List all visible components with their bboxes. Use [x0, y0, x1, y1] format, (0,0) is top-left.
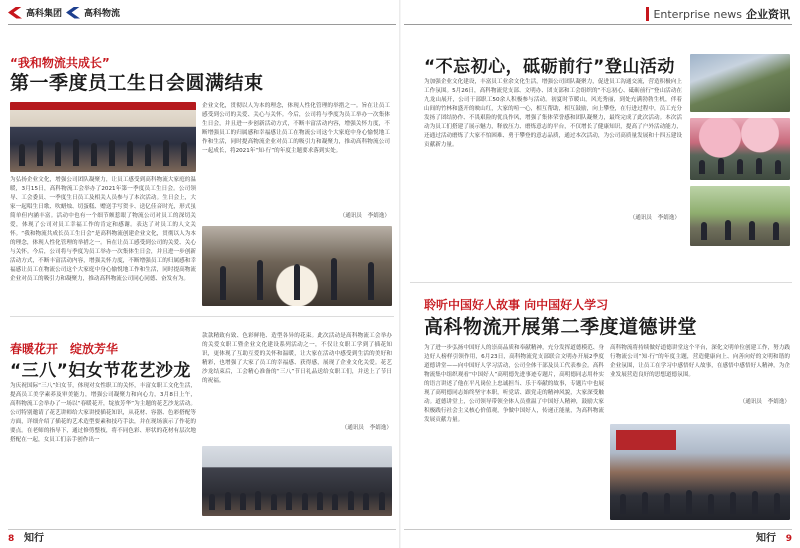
- birthday-group-photo: [10, 102, 196, 172]
- flower-salon-photo: [202, 446, 392, 516]
- logistics-logo-text: 高科物流: [84, 9, 121, 19]
- page-number-right: 9: [785, 534, 792, 544]
- section-title-en: Enterprise news: [653, 7, 742, 21]
- article-divider: [10, 316, 394, 317]
- article1-body-col2: 企业文化，贯彻以人为本的理念，体现人性化管理的举措之一。旨在让员工感受到公司的关爱、关心与关怀。今后，公司将与季度为员工举办一次集体生日会，并且进一步创新活动方式，不断丰富活动内容，增强关怀力度，不断增强员工的归属感和幸福感让员工在物流公司这个大家庭中身心愉悦地工作和生活，同时提高物流企业对员工的吸引力和凝聚力，推动高科物流公司一起成长，将2021年“知·行”的年度主题要求落到实处。: [202, 103, 390, 154]
- header-logos: [8, 6, 120, 19]
- article4-byline: （通讯员 李婧逸）: [739, 399, 790, 405]
- ethics-lecture-photo: [610, 424, 790, 520]
- article4-body-col1: 为了进一步弘扬中国好人的崇高品质和奉献精神，充分发挥道德模范、身边好人榜样引领作用，6月23日，高科物流党支部联合文明办开展2季度道德讲堂——向中国好人学习活动，公司全体干部及员工代表参会。高科物流集中组织观看“中国好人”高明德先进事迹专题片，高明德同志用朴实的语言讲述了他在平凡岗位上忠诚担当、乐于奉献的故事，专题片中也展现了高明德同志始终坚守本职，听党话、跟党走的精神风貌，大家深受触动。道德讲堂上，公司领导带领全体人员重温了中国好人精神，鼓励大家积极践行社会主义核心价值观，争做中国好人，传递正能量，为高科物流发展贡献力量。: [424, 345, 604, 423]
- section-title-cn: 企业资讯: [746, 8, 790, 21]
- hiking-cliff-photo: [690, 54, 790, 112]
- photo-people: [206, 276, 388, 300]
- group-logo-text: 高科集团: [26, 9, 63, 19]
- article2-body-col2: 款款精致有致、色彩鲜艳、造型各异的花束。此次活动是高科物流工会举办的关爱女职工暨企业文化建设系列活动之一，不仅让女职工学到了插花知识，更体现了互助互爱的关怀和温暖，让大家在活动中感受到生活的美好和精彩，也增强了大家了员工的幸福感、获得感，展现了企业文化关爱。花艺沙龙结束后，工会精心准备的“三八”节日礼品送给女职工们，并送上了节日的祝福。: [202, 333, 392, 384]
- section-marker-icon: [646, 7, 649, 21]
- photo-people: [614, 485, 786, 514]
- footer-logo-right: 知行: [756, 533, 776, 544]
- article4-body-col2: 高科物流将持续做好道德讲堂这个平台，深化文明单位创建工作，努力践行物流公司“知·行”的年度主题，营造健康向上、向善向好的文明和谐的企业氛围，让员工在学习中感悟好人故事，在感悟中感悟好人精神，为企业发展营造良好的思想道德氛围。: [610, 345, 790, 378]
- photo-people: [694, 155, 786, 174]
- section-header: [646, 6, 790, 22]
- page-gutter: [399, 0, 401, 548]
- article4-kicker: 聆听中国好人故事 向中国好人学习: [424, 298, 609, 312]
- article2-body-col1: 为庆祝国际“三八”妇女节，体现对女性职工的关怀，丰富女职工文化生活，提高员工美学素养及审美能力，增强公司凝聚力和向心力，3月8日上午，高科物流工会举办了一场以“春暖花开，绽放芳华”为主题的花艺沙龙活动。公司特别邀请了花艺讲师给大家讲授插花知识，从花材、容器、色彩搭配等方面，详细介绍了插花的艺术造型要素和技巧手法，并在现场演示了作花的要点。在老师的指导下，通过修剪整枝，将不同色彩、形状的花材有层次地搭配在一起，女员工们亲手创作出一: [10, 383, 196, 443]
- article2-byline: （通讯员 李婧逸）: [341, 425, 392, 431]
- hiking-trail-photo: [690, 186, 790, 246]
- logistics-logo-icon: [66, 7, 80, 19]
- article3-body: 为加强企业文化建设，丰富员工业余文化生活，增强公司团队凝聚力，促进员工沟通交流，营造积极向上工作氛围。5月26日，高科物流党支部、文明办、团支部和工会组织的“不忘初心、砥砺前行”登山活动在九龙山展开，公司干部职工50余人积极参与活动。初夏时节暖山，风光秀丽，到处充满勃勃生机，伴着山间的竹林和盛开的映山红，大家的喧一心，相互帮助，相互鼓励，向上攀登，在行进过程中，员工充分发扬了团结协作、不畏艰险的优良作风，增强了集体荣誉感和团队凝聚力，最终完成了此次活动。本次活动为员工们搭建了展示魅力，释放压力、磨炼意志的平台，不仅增长了健康知识，提高了户外活动能力，还通过活动磨炼了大家不怕困难、勇于攀登的意志品质，通过本次活动，为公司高质量发展和十四五建设贡献新力量。: [424, 79, 682, 148]
- hiking-blossom-photo: [690, 118, 790, 180]
- article3-byline: （通讯员 李婧逸）: [629, 215, 680, 221]
- footer-rule-left: [8, 529, 396, 530]
- footer-rule-right: [404, 529, 792, 530]
- photo-people: [694, 222, 786, 240]
- article1-byline: （通讯员 李婧逸）: [339, 213, 390, 219]
- header-rule-right: [404, 24, 792, 25]
- article2-headline: “三八”妇女节花艺沙龙: [10, 361, 191, 381]
- footer-logo-left: 知行: [24, 533, 44, 544]
- article-divider: [410, 282, 792, 283]
- page-number-left: 8: [8, 534, 15, 544]
- article3-headline: “不忘初心，砥砺前行”登山活动: [424, 57, 675, 77]
- article4-headline: 高科物流开展第二季度道德讲堂: [424, 316, 698, 338]
- photo-people: [206, 489, 388, 510]
- header-rule-left: [8, 24, 396, 25]
- article1-kicker: “我和物流共成长”: [10, 56, 110, 70]
- article1-headline: 第一季度员工生日会圆满结束: [10, 72, 264, 94]
- group-logo-icon: [8, 7, 22, 19]
- article2-kicker: 春暖花开 绽放芳华: [10, 342, 119, 356]
- article1-body-col1: 为弘扬企业文化，增强公司团队凝聚力，让员工感受到高科物流大家庭的温暖，3月15日，高科物流工会举办了2021年第一季度员工生日会。公司领导、工会委员、一季度生日员工及相关人员参与了本次活动。生日会上，大家一起唱生日歌、吹蜡烛、切蛋糕、赠送手写贺卡、送亿佳音时光，形式虽简单但内涵丰富。活动中也有一个细节颇惹眼了物流公司对员工的深切关爱，体现了公司对员工幸福工作的肯定和感谢。表达了对员工的人文关怀。“我和物流共成长员工生日会”是高科物流创建企业文化，贯彻以人为本的理念，体现人性化管理的举措之一。旨在让员工感受到公司的关爱、关心与关怀。今后，公司将与季度为员工举办一次集体生日会，并且进一步创新活动方式，不断丰富活动内容，增强关怀力度，不断增强员工的归属感和幸福感让员工在物流公司这个大家庭中身心愉悦地工作和生活，同时提高物流企业对员工的吸引力和凝聚力，推动高科物流公司同心同德、奋发有为。: [10, 177, 196, 282]
- cake-cutting-photo: [202, 226, 392, 306]
- photo-people: [14, 145, 192, 166]
